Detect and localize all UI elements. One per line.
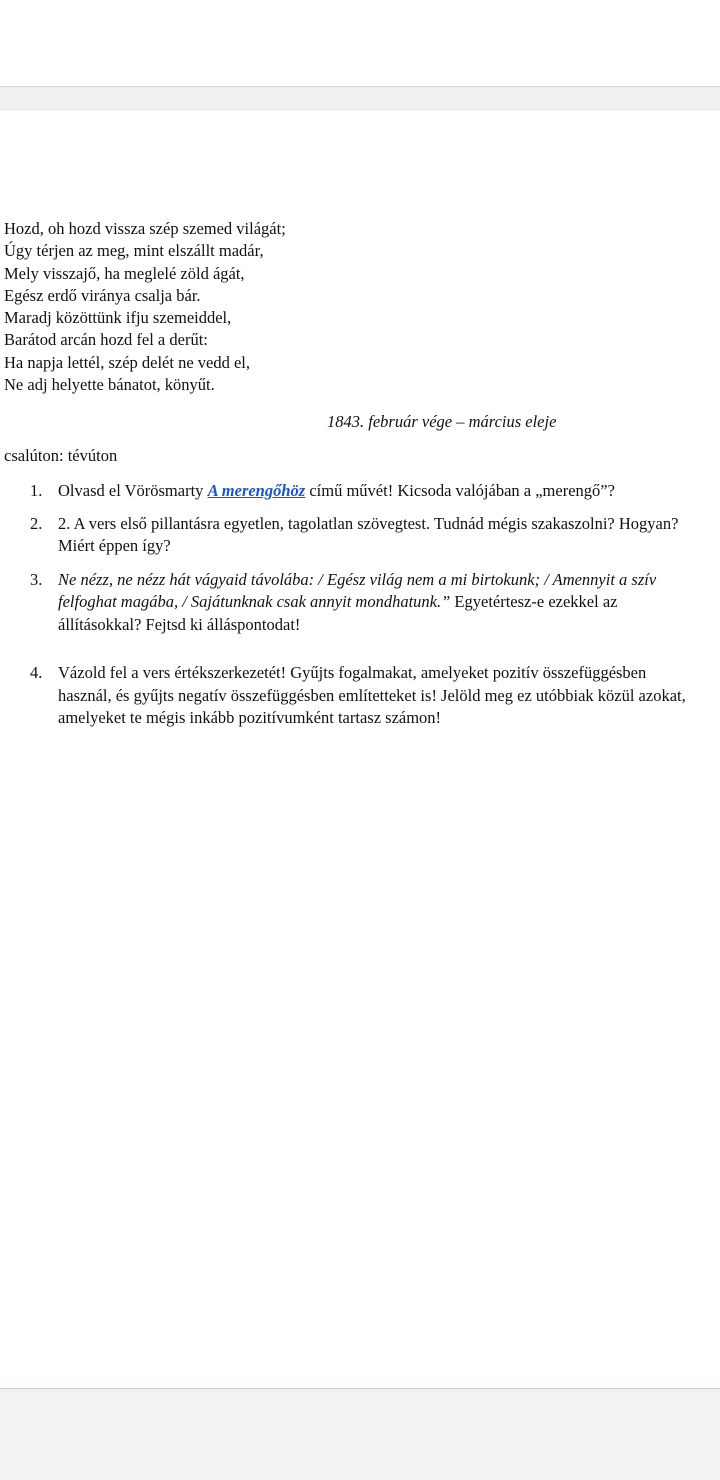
poem-link[interactable]: A merengőhöz [207,481,306,500]
question-number: 3. [30,569,43,589]
question-item [0,513,700,558]
viewer-background [0,1389,720,1480]
poem-line: Ne adj helyette bánatot, könyűt. [4,375,215,395]
poem-line: Ha napja lettél, szép delét ne vedd el, [4,352,251,372]
question-item [0,662,700,730]
page-gap [0,87,720,109]
poem-line: Úgy térjen az meg, mint elszállt madár, [4,241,264,261]
question-number: 4. [30,663,43,682]
question-text: Olvasd el Vörösmarty [58,481,208,500]
poem-quote: Ne nézz, ne nézz hát vágyaid távolába: / Egész világ nem a mi birtokunk; / Amennyit a szív felfoghat magába, / Sajátunknak csak annyit mondhatunk.” [58,569,657,611]
glossary-note: csalúton: tévúton [4,446,118,465]
question-number: 1. [30,481,43,500]
poem-date: 1843. február vége – március eleje [327,412,557,431]
poem-line: Hozd, oh hozd vissza szép szemed világát; [4,219,286,238]
question-text: című művét! Kicsoda valójában a „merengő”? [305,481,615,500]
question-number: 2. [30,513,43,533]
poem-line: Egész erdő viránya csalja bár. [4,285,201,305]
document-page [0,109,720,1390]
question-item [0,480,700,503]
previous-page [0,0,720,87]
poem [4,218,286,396]
poem-line: Barátod arcán hozd fel a derűt: [4,330,208,350]
poem-line: Mely visszajő, ha meglelé zöld ágát, [4,263,245,283]
question-list [0,480,700,730]
question-text: Vázold fel a vers értékszerkezetét! Gyűjts fogalmakat, amelyeket pozitív összefüggésben használ, és gyűjts negatív összefüggésben említetteket is! Jelöld meg ez utóbbiak közül azokat, amelyeket te mégis inkább pozitívumként tartasz számon! [58,663,686,727]
poem-line: Maradj közöttünk ifju szemeiddel, [4,308,232,328]
question-item [0,569,700,637]
question-text: Egyetértesz-e ezekkel az állításokkal? Fejtsd ki álláspontodat! [58,592,618,634]
question-text: 2. A vers első pillantásra egyetlen, tagolatlan szövegtest. Tudnád mégis szakaszolni? Hogyan? Miért éppen így? [58,513,679,555]
